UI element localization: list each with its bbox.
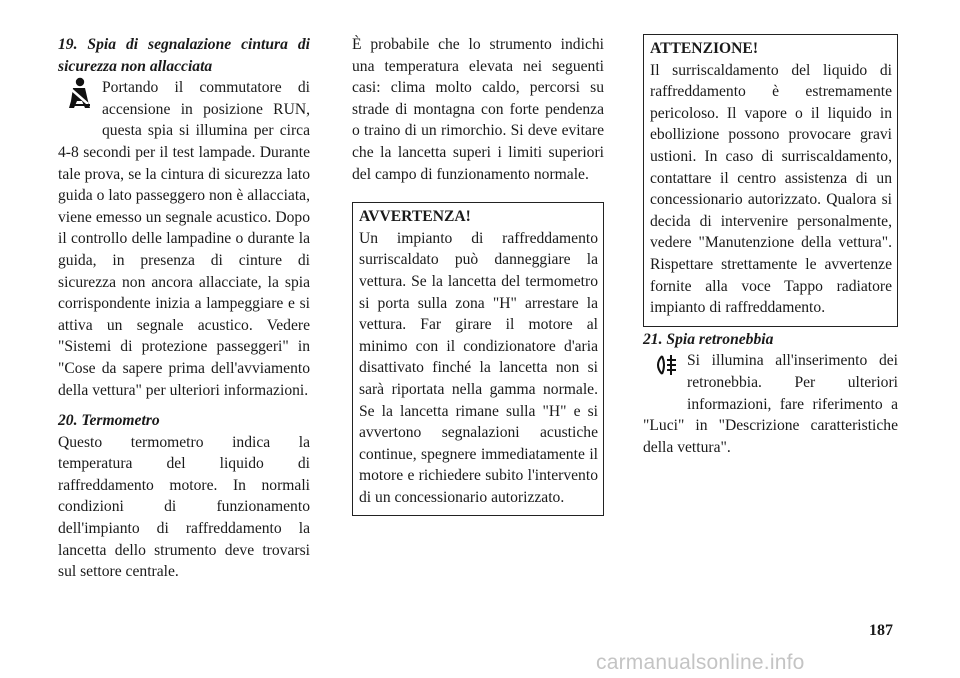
watermark: carmanualsonline.info	[596, 651, 805, 674]
caution-box	[643, 34, 898, 327]
warning-box	[352, 202, 604, 516]
section-20-text: Questo termometro indica la temperatura del liquido di raffreddamento motore. In normali condizioni di funzionamento dell'impianto di raffreddamento la lancetta dello strumento deve trovarsi sul settore centrale.	[58, 433, 310, 581]
section-21-text: Si illumina all'inserimento dei retronebbia. Per ulteriori informazioni, fare riferimento a "Luci" in "Descrizione caratteristiche della vettura".	[643, 352, 898, 456]
section-19-text: Portando il commutatore di accensione in posizione RUN, questa spia si illumina per circa 4-8 secondi per il test lampade. Durante tale prova, se la cintura di sicurezza lato guida o lato passeggero non è allacciata, viene emesso un segnale acustico. Dopo il controllo delle lampadine o durante la guida, in presenza di cinture di sicurezza non ancora allacciate, la spia corrispondente inizia a lampeggiare e si attiva un segnale acustico. Vedere "Sistemi di protezione passeggeri" in "Cose da sapere prima dell'avviamento della vettura" per ulteriori informazioni.	[58, 79, 310, 399]
column-2	[352, 34, 604, 516]
thermometer-intro-text: È probabile che lo strumento indichi una temperatura elevata nei seguenti casi: clima molto caldo, percorsi su strade di montagna con forte pendenza o traino di un rimorchio. Si deve evitare che la lancetta superi i limiti superiori del campo di funzionamento normale.	[352, 36, 604, 183]
section-21-title: 21. Spia retronebbia	[643, 330, 774, 348]
column-3	[643, 34, 898, 458]
warning-text: Un impianto di raffreddamento surriscaldato può danneggiare la vettura. Se la lancetta del termometro si porta sulla zona "H" arrestare la vettura. Far girare il motore al minimo con il condizionatore d'aria disattivato finché la lancetta non si sarà riportata nella gamma normale. Se la lancetta rimane sulla "H" e si avvertono segnalazioni acustiche continue, spegnere immediatamente il motore e richiedere subito l'intervento di un concessionario autorizzato.	[359, 229, 598, 506]
warning-title: AVVERTENZA!	[359, 208, 471, 226]
page-number: 187	[869, 622, 893, 639]
section-20-title: 20. Termometro	[58, 412, 160, 430]
caution-text: Il surriscaldamento del liquido di raffreddamento è estremamente pericoloso. Il vapore o il liquido in ebollizione possono provocare gravi ustioni. In caso di surriscaldamento, contattare il centro assistenza di un concessionario autorizzato. Qualora si decida di intervenire personalmente, vedere "Manutenzione della vettura". Rispettare strettamente le avvertenze fornite alla voce Tappo radiatore impianto di raffreddamento.	[650, 61, 892, 317]
rear-fog-icon	[643, 350, 687, 394]
section-19-title: 19. Spia di segnalazione cintura di sicurezza non allacciata	[58, 36, 310, 75]
seatbelt-icon	[58, 77, 102, 137]
caution-title: ATTENZIONE!	[650, 40, 759, 57]
column-1	[58, 34, 310, 583]
